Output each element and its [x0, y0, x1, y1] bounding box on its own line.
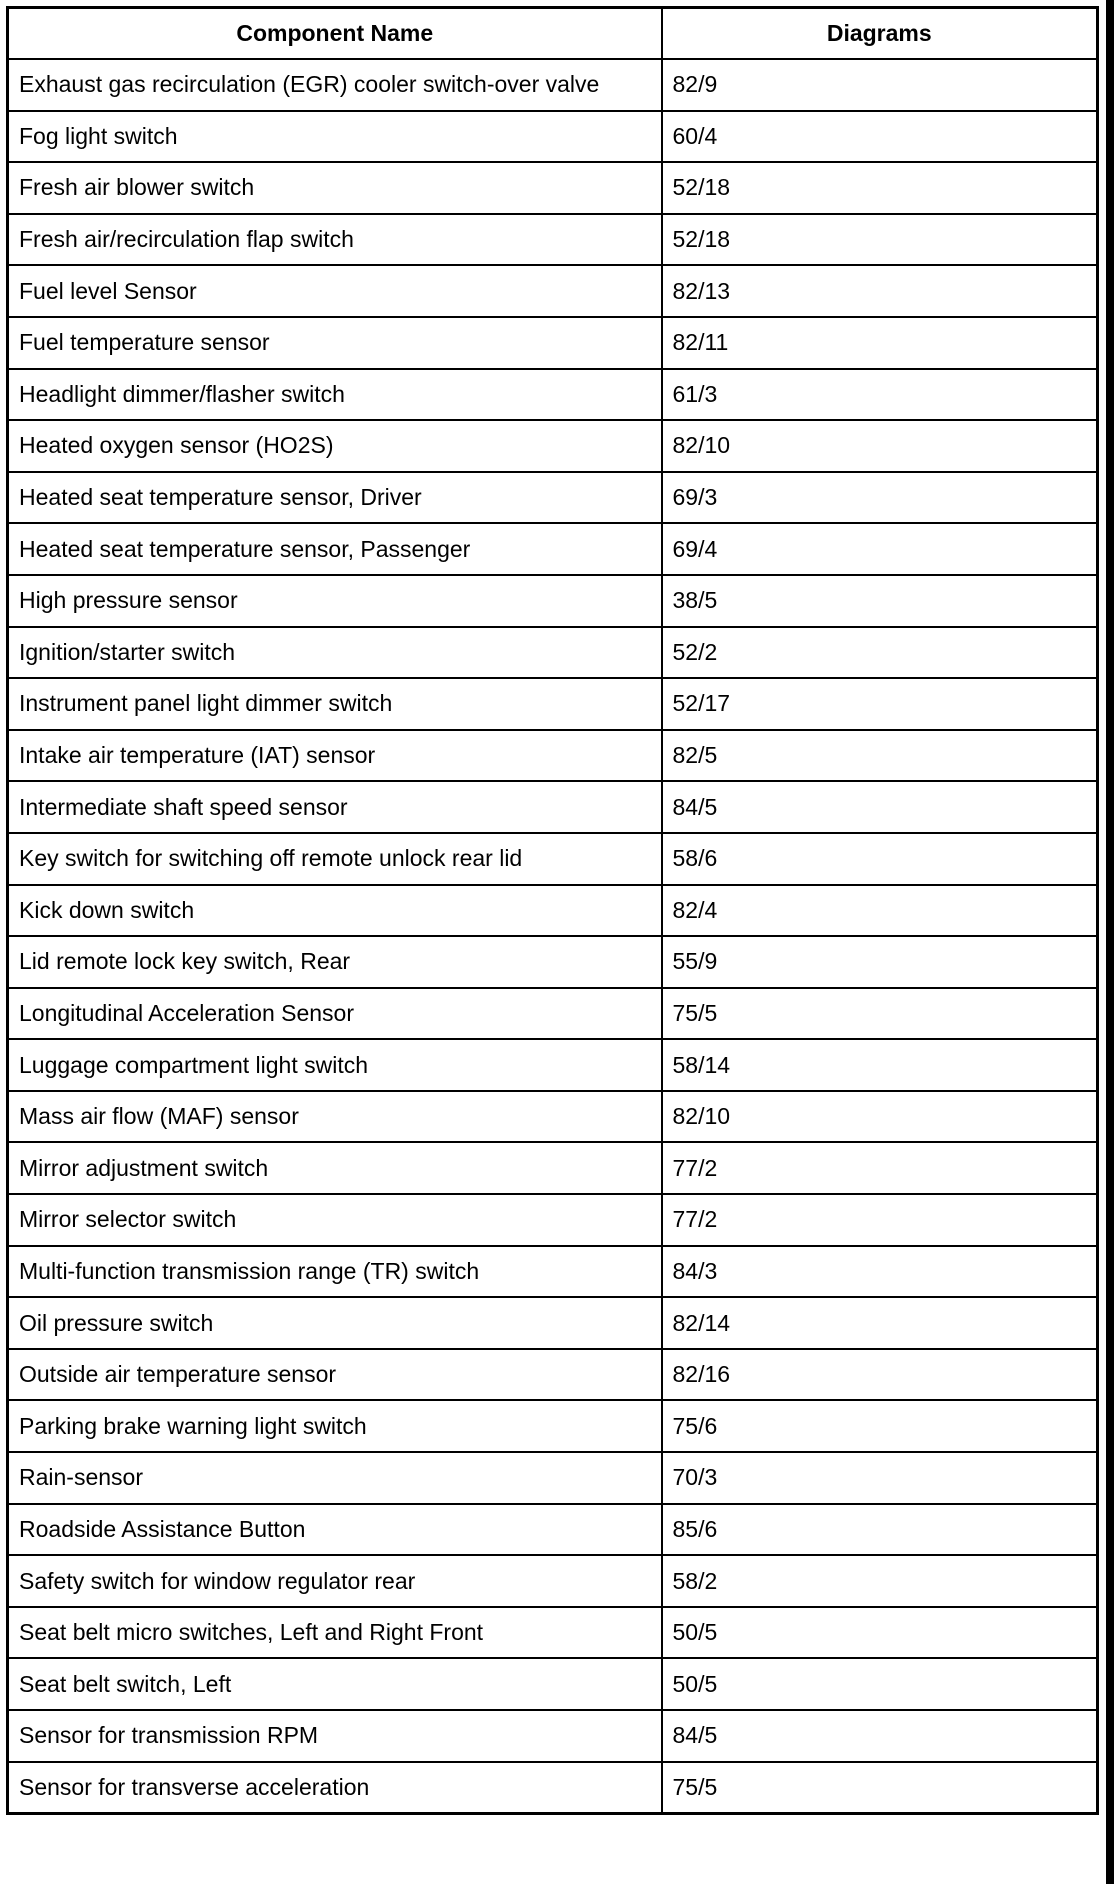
component-name-cell: Sensor for transverse acceleration — [8, 1762, 662, 1814]
component-name-cell: Lid remote lock key switch, Rear — [8, 936, 662, 988]
diagram-ref-cell: 77/2 — [662, 1194, 1098, 1246]
table-row — [8, 162, 1098, 214]
table-row — [8, 1710, 1098, 1762]
component-name-cell: Safety switch for window regulator rear — [8, 1555, 662, 1607]
table-row — [8, 936, 1098, 988]
table-row — [8, 214, 1098, 266]
component-name-cell: Outside air temperature sensor — [8, 1349, 662, 1401]
component-name-cell: Oil pressure switch — [8, 1297, 662, 1349]
diagram-ref-cell: 52/2 — [662, 627, 1098, 679]
table-row — [8, 265, 1098, 317]
diagram-ref-cell: 58/2 — [662, 1555, 1098, 1607]
table-row — [8, 1194, 1098, 1246]
table-row — [8, 317, 1098, 369]
table-row — [8, 833, 1098, 885]
component-name-cell: Mirror selector switch — [8, 1194, 662, 1246]
diagram-ref-cell: 50/5 — [662, 1607, 1098, 1659]
component-name-cell: Heated seat temperature sensor, Passenger — [8, 523, 662, 575]
component-name-cell: Fuel temperature sensor — [8, 317, 662, 369]
diagram-ref-cell: 82/4 — [662, 885, 1098, 937]
diagram-ref-cell: 85/6 — [662, 1504, 1098, 1556]
component-name-cell: Fresh air/recirculation flap switch — [8, 214, 662, 266]
document-page — [6, 6, 1096, 1866]
table-row — [8, 472, 1098, 524]
table-row — [8, 730, 1098, 782]
diagram-ref-cell: 82/10 — [662, 420, 1098, 472]
component-name-cell: Roadside Assistance Button — [8, 1504, 662, 1556]
diagram-ref-cell: 52/17 — [662, 678, 1098, 730]
table-row — [8, 59, 1098, 111]
component-name-cell: Exhaust gas recirculation (EGR) cooler switch-over valve — [8, 59, 662, 111]
component-name-cell: Rain-sensor — [8, 1452, 662, 1504]
table-row — [8, 111, 1098, 163]
component-name-cell: Seat belt micro switches, Left and Right Front — [8, 1607, 662, 1659]
diagram-ref-cell: 75/5 — [662, 988, 1098, 1040]
component-name-cell: Sensor for transmission RPM — [8, 1710, 662, 1762]
component-name-cell: Luggage compartment light switch — [8, 1039, 662, 1091]
component-name-cell: Multi-function transmission range (TR) switch — [8, 1246, 662, 1298]
table-row — [8, 1762, 1098, 1814]
diagram-ref-cell: 55/9 — [662, 936, 1098, 988]
table-row — [8, 1039, 1098, 1091]
header-diagrams: Diagrams — [662, 8, 1098, 60]
diagram-ref-cell: 77/2 — [662, 1142, 1098, 1194]
table-row — [8, 1607, 1098, 1659]
diagram-ref-cell: 52/18 — [662, 162, 1098, 214]
table-row — [8, 1400, 1098, 1452]
page-edge-rule — [1106, 0, 1114, 1884]
component-name-cell: Fresh air blower switch — [8, 162, 662, 214]
table-row — [8, 1246, 1098, 1298]
diagram-ref-cell: 75/5 — [662, 1762, 1098, 1814]
diagram-ref-cell: 38/5 — [662, 575, 1098, 627]
component-name-cell: Seat belt switch, Left — [8, 1658, 662, 1710]
diagram-ref-cell: 70/3 — [662, 1452, 1098, 1504]
diagram-ref-cell: 82/5 — [662, 730, 1098, 782]
component-name-cell: Fuel level Sensor — [8, 265, 662, 317]
table-row — [8, 1452, 1098, 1504]
diagram-ref-cell: 84/5 — [662, 1710, 1098, 1762]
table-row — [8, 988, 1098, 1040]
diagram-ref-cell: 82/16 — [662, 1349, 1098, 1401]
table-row — [8, 1504, 1098, 1556]
table-row — [8, 523, 1098, 575]
diagram-ref-cell: 58/6 — [662, 833, 1098, 885]
component-name-cell: Key switch for switching off remote unlock rear lid — [8, 833, 662, 885]
diagram-ref-cell: 82/9 — [662, 59, 1098, 111]
diagram-ref-cell: 82/10 — [662, 1091, 1098, 1143]
diagram-ref-cell: 75/6 — [662, 1400, 1098, 1452]
component-diagram-table — [6, 6, 1099, 1815]
table-row — [8, 1142, 1098, 1194]
table-row — [8, 420, 1098, 472]
diagram-ref-cell: 69/3 — [662, 472, 1098, 524]
table-row — [8, 885, 1098, 937]
table-row — [8, 369, 1098, 421]
component-name-cell: Headlight dimmer/flasher switch — [8, 369, 662, 421]
table-header — [8, 8, 1098, 60]
component-name-cell: Fog light switch — [8, 111, 662, 163]
diagram-ref-cell: 82/13 — [662, 265, 1098, 317]
component-name-cell: Kick down switch — [8, 885, 662, 937]
component-name-cell: Intermediate shaft speed sensor — [8, 781, 662, 833]
header-component-name: Component Name — [8, 8, 662, 60]
diagram-ref-cell: 50/5 — [662, 1658, 1098, 1710]
component-name-cell: Heated oxygen sensor (HO2S) — [8, 420, 662, 472]
diagram-ref-cell: 61/3 — [662, 369, 1098, 421]
component-name-cell: Heated seat temperature sensor, Driver — [8, 472, 662, 524]
diagram-ref-cell: 82/11 — [662, 317, 1098, 369]
table-row — [8, 627, 1098, 679]
table-body — [8, 59, 1098, 1814]
component-name-cell: Parking brake warning light switch — [8, 1400, 662, 1452]
diagram-ref-cell: 82/14 — [662, 1297, 1098, 1349]
component-name-cell: Mass air flow (MAF) sensor — [8, 1091, 662, 1143]
component-name-cell: Longitudinal Acceleration Sensor — [8, 988, 662, 1040]
header-row — [8, 8, 1098, 60]
component-name-cell: Intake air temperature (IAT) sensor — [8, 730, 662, 782]
table-row — [8, 678, 1098, 730]
diagram-ref-cell: 84/3 — [662, 1246, 1098, 1298]
component-name-cell: Instrument panel light dimmer switch — [8, 678, 662, 730]
table-row — [8, 1091, 1098, 1143]
diagram-ref-cell: 58/14 — [662, 1039, 1098, 1091]
table-row — [8, 1658, 1098, 1710]
diagram-ref-cell: 69/4 — [662, 523, 1098, 575]
table-row — [8, 1555, 1098, 1607]
diagram-ref-cell: 84/5 — [662, 781, 1098, 833]
diagram-ref-cell: 60/4 — [662, 111, 1098, 163]
component-name-cell: High pressure sensor — [8, 575, 662, 627]
table-row — [8, 575, 1098, 627]
table-row — [8, 1297, 1098, 1349]
table-row — [8, 1349, 1098, 1401]
component-name-cell: Mirror adjustment switch — [8, 1142, 662, 1194]
diagram-ref-cell: 52/18 — [662, 214, 1098, 266]
component-name-cell: Ignition/starter switch — [8, 627, 662, 679]
table-row — [8, 781, 1098, 833]
